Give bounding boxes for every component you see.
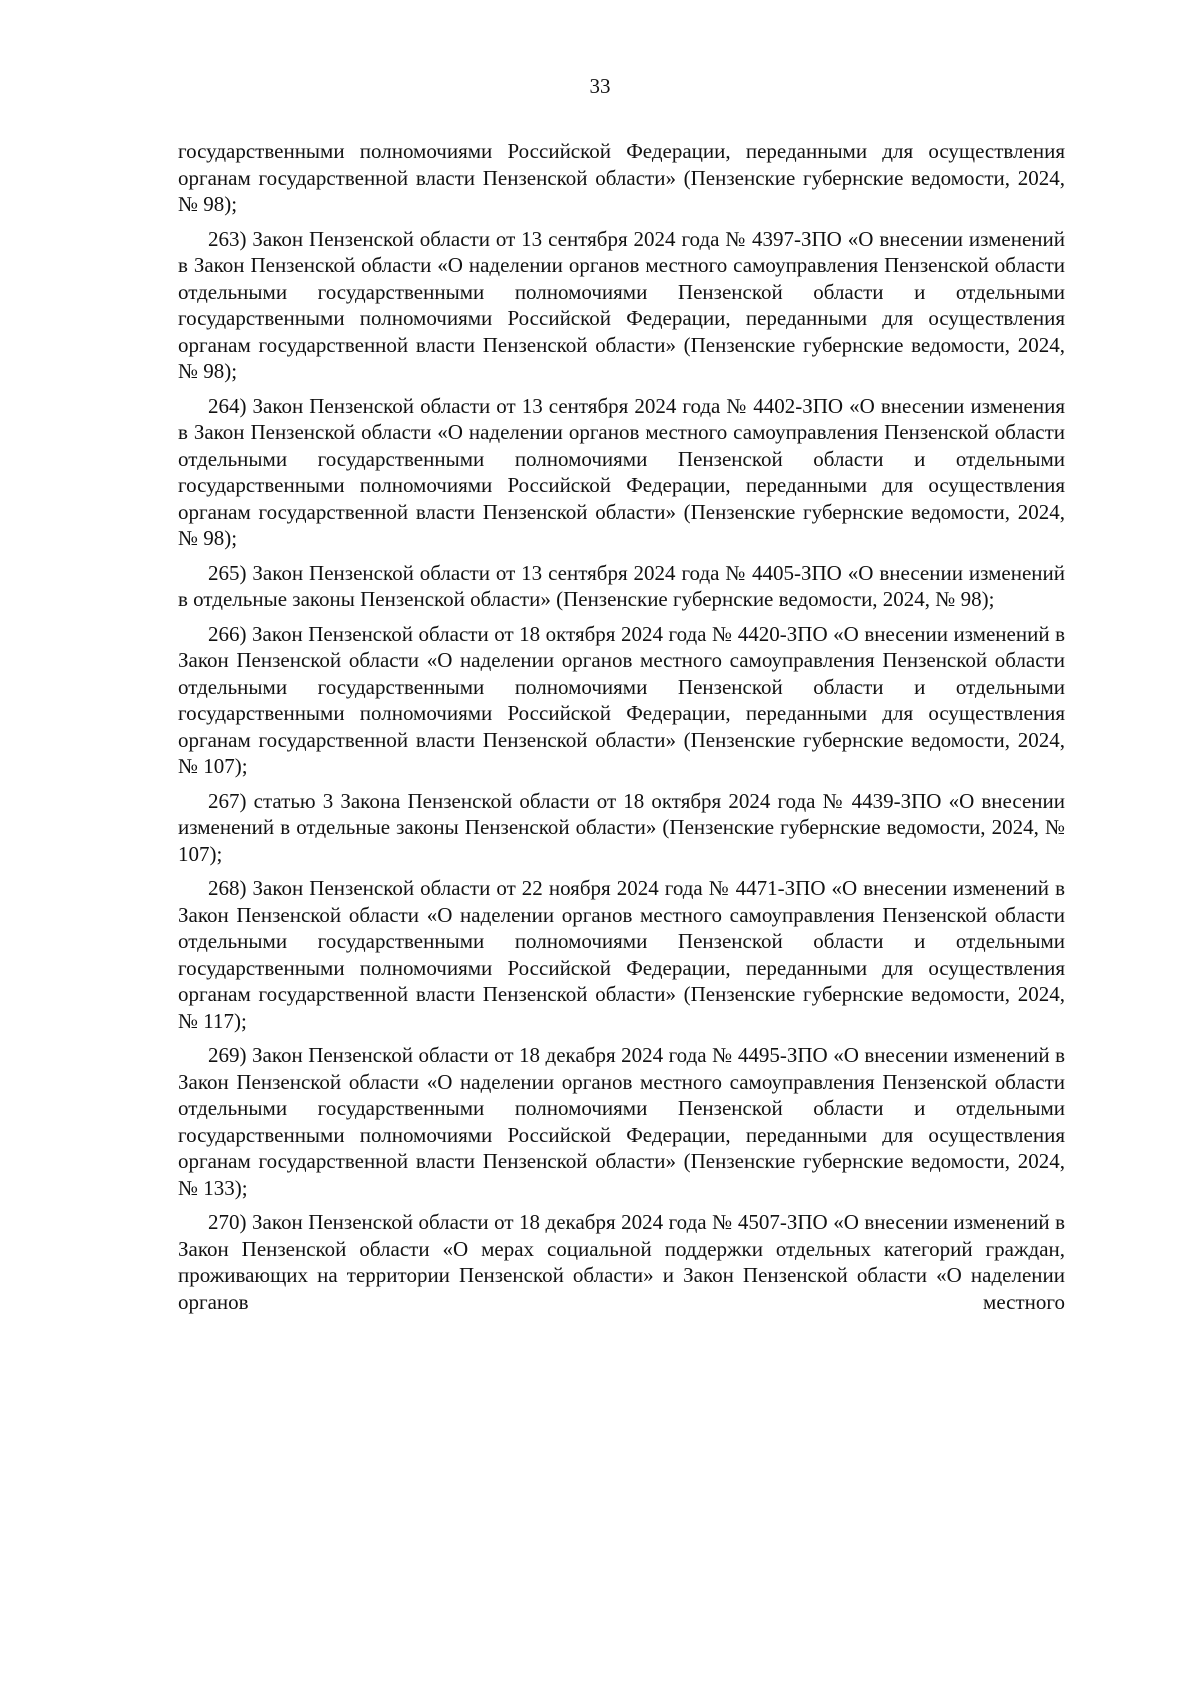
paragraph-item-270: 270) Закон Пензенской области от 18 декабря 2024 года № 4507-ЗПО «О внесении изменений в Закон Пензенской области «О мерах социальной поддержки отдельных категорий граждан, проживающих на территории Пензенской области» и Закон Пензенской области «О наделении органов местного [178,1210,1065,1314]
document-body [178,138,1065,1323]
paragraph-item-268: 268) Закон Пензенской области от 22 ноября 2024 года № 4471-ЗПО «О внесении изменений в Закон Пензенской области «О наделении органов местного самоуправления Пензенской области отдельными государственными полномочиями Пензенской области и отдельными государственными полномочиями Российской Федерации, переданными для осуществления органам государственной власти Пензенской области» (Пензенские губернские ведомости, 2024, № 117); [178,876,1065,1033]
page-number: 33 [589,74,611,98]
paragraph-item-265: 265) Закон Пензенской области от 13 сентября 2024 года № 4405-ЗПО «О внесении изменений в отдельные законы Пензенской области» (Пензенские губернские ведомости, 2024, № 98); [178,560,1065,611]
paragraph-item-267: 267) статью 3 Закона Пензенской области от 18 октября 2024 года № 4439-ЗПО «О внесении изменений в отдельные законы Пензенской области» (Пензенские губернские ведомости, 2024, № 107); [178,788,1065,866]
paragraph-item-269: 269) Закон Пензенской области от 18 декабря 2024 года № 4495-ЗПО «О внесении изменений в Закон Пензенской области «О наделении органов местного самоуправления Пензенской области отдельными государственными полномочиями Пензенской области и отдельными государственными полномочиями Российской Федерации, переданными для осуществления органам государственной власти Пензенской области» (Пензенские губернские ведомости, 2024, № 133); [178,1043,1065,1200]
paragraph-item-264: 264) Закон Пензенской области от 13 сентября 2024 года № 4402-ЗПО «О внесении изменения в Закон Пензенской области «О наделении органов местного самоуправления Пензенской области отдельными государственными полномочиями Пензенской области и отдельными государственными полномочиями Российской Федерации, переданными для осуществления органам государственной власти Пензенской области» (Пензенские губернские ведомости, 2024, № 98); [178,393,1065,550]
paragraph-item-263: 263) Закон Пензенской области от 13 сентября 2024 года № 4397-ЗПО «О внесении изменений в Закон Пензенской области «О наделении органов местного самоуправления Пензенской области отдельными государственными полномочиями Пензенской области и отдельными государственными полномочиями Российской Федерации, переданными для осуществления органам государственной власти Пензенской области» (Пензенские губернские ведомости, 2024, № 98); [178,226,1065,383]
paragraph-continuation: государственными полномочиями Российской Федерации, переданными для осуществления органам государственной власти Пензенской области» (Пензенские губернские ведомости, 2024, № 98); [178,139,1065,216]
paragraph-item-266: 266) Закон Пензенской области от 18 октября 2024 года № 4420-ЗПО «О внесении изменений в Закон Пензенской области «О наделении органов местного самоуправления Пензенской области отдельными государственными полномочиями Пензенской области и отдельными государственными полномочиями Российской Федерации, переданными для осуществления органам государственной власти Пензенской области» (Пензенские губернские ведомости, 2024, № 107); [178,621,1065,778]
